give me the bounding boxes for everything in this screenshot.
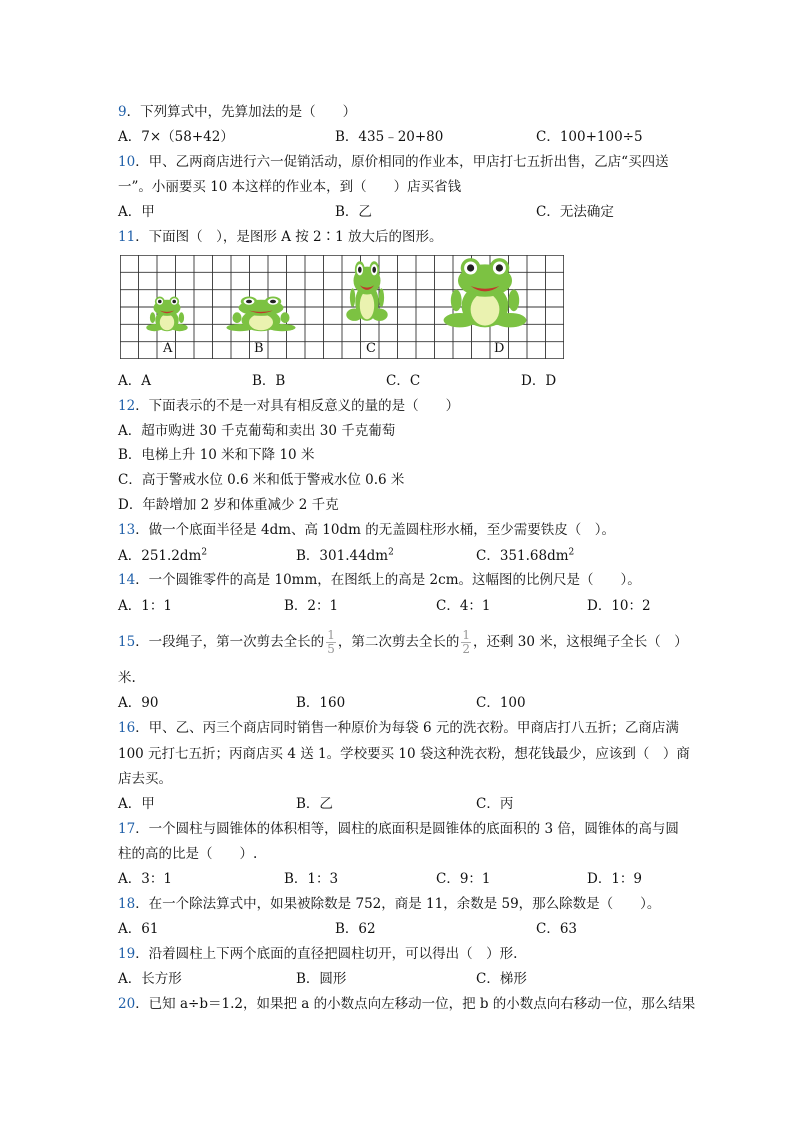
question-13 [118,521,615,539]
question-number: 10 [118,154,136,170]
question-text: ．甲、乙、丙三个商店同时销售一种原价为每袋 6 元的洗衣粉。甲商店打八五折；乙商店满 [135,720,679,736]
question-9 [118,103,356,121]
option-a[interactable]: A．甲 [118,204,155,220]
option-c[interactable]: C．4：1 [436,598,491,614]
question-12 [118,397,459,415]
figure-label-d: D [494,341,505,356]
option-c[interactable] [476,547,574,565]
option-text: B．301.44dm [296,548,389,564]
question-number: 20 [118,996,136,1012]
option-a[interactable]: A．超市购进 30 千克葡萄和卖出 30 千克葡萄 [118,423,396,439]
option-b[interactable]: B．1：3 [284,871,339,887]
option-text: A．251.2dm [118,548,202,564]
question-15 [118,627,688,657]
option-a[interactable]: A．90 [118,695,159,711]
question-text-part-1: ．一段绳子，第一次剪去全长的 [135,634,325,650]
question-16-line-2: 100 元打七五折；丙商店买 4 送 1。学校要买 10 袋这种洗衣粉，想花钱最少，应该到（ ）商 [118,746,690,762]
question-17-line-2: 柱的高的比是（ ）. [118,846,258,862]
option-c[interactable]: C．9：1 [436,871,491,887]
option-d[interactable]: D．年龄增加 2 岁和体重减少 2 千克 [118,497,339,513]
figure-label-c: C [366,341,376,356]
question-text: ．一个圆锥零件的高是 10mm，在图纸上的高是 2cm。这幅图的比例尺是（ ）。 [135,572,641,588]
option-c[interactable]: C．高于警戒水位 0.6 米和低于警戒水位 0.6 米 [118,472,405,488]
option-a[interactable]: A．3：1 [118,871,172,887]
option-a[interactable] [118,547,207,565]
frog-b-image [227,297,296,332]
question-15-line-2: 米. [118,670,136,686]
option-b[interactable]: B．乙 [335,204,372,220]
exponent: 2 [568,547,575,558]
option-c[interactable]: C．63 [536,921,578,937]
frog-d-image [444,258,527,327]
question-text-part-2: ，第二次剪去全长的 [337,634,460,650]
question-number: 12 [118,398,136,414]
question-19 [118,945,517,963]
question-number: 14 [118,572,136,588]
option-a[interactable]: A．1：1 [118,598,172,614]
option-c[interactable]: C．100 [476,695,526,711]
fraction-numerator: 1 [462,628,470,642]
option-c[interactable]: C．丙 [476,796,514,812]
fraction-denominator: 2 [462,642,470,656]
option-text: C．351.68dm [476,548,569,564]
question-text: ．沿着圆柱上下两个底面的直径把圆柱切开，可以得出（ ）形. [135,946,518,962]
question-number: 17 [118,821,136,837]
question-text: ．已知 a÷b＝1.2，如果把 a 的小数点向左移动一位，把 b 的小数点向右移动一位，那么结果 [135,996,696,1012]
question-text-part-3: ，还剩 30 米，这根绳子全长（ ） [472,634,688,650]
figure-label-a: A [163,341,173,356]
option-d[interactable]: D．D [521,373,557,389]
question-number: 19 [118,946,136,962]
frog-c-image [346,261,387,321]
fraction-one-fifth [326,629,336,656]
option-b[interactable]: B．2：1 [284,598,339,614]
question-number: 9 [118,104,127,120]
option-a[interactable]: A．甲 [118,796,155,812]
option-c[interactable]: C．无法确定 [536,204,614,220]
question-17 [118,820,679,838]
option-a[interactable]: A．61 [118,921,159,937]
option-b[interactable]: B．电梯上升 10 米和下降 10 米 [118,447,315,463]
fraction-one-half [461,629,471,656]
option-c[interactable]: C．C [386,373,421,389]
option-b[interactable]: B．435﹣20+80 [335,129,444,145]
option-a[interactable]: A．7×（58+42） [118,129,234,145]
question-number: 18 [118,896,136,912]
frog-grid-figure [120,255,564,359]
exponent: 2 [388,547,394,558]
question-10 [118,153,669,171]
figure-label-b: B [254,341,264,356]
fraction-denominator: 5 [327,642,335,656]
option-d[interactable]: D．1：9 [587,871,643,887]
option-c[interactable]: C．梯形 [476,971,527,987]
question-text: ．甲、乙两商店进行六一促销活动，原价相同的作业本，甲店打七五折出售，乙店“买四送 [135,154,669,170]
question-16-line-3: 店去买。 [118,771,172,787]
question-20 [118,995,695,1013]
option-b[interactable]: B．B [252,373,286,389]
question-number: 11 [118,229,136,245]
option-c[interactable]: C．100+100÷5 [536,129,643,145]
question-text: ．一个圆柱与圆锥体的体积相等，圆柱的底面积是圆锥体的底面积的 3 倍，圆锥体的高与圆 [135,821,679,837]
question-text: ．下列算式中，先算加法的是（ ） [126,104,357,120]
option-d[interactable]: D．10：2 [587,598,651,614]
question-14 [118,571,641,589]
option-a[interactable]: A．长方形 [118,971,182,987]
question-number: 13 [118,522,136,538]
fraction-numerator: 1 [327,628,335,642]
option-b[interactable] [296,547,394,565]
question-text: ．在一个除法算式中，如果被除数是 752，商是 11，余数是 59，那么除数是（ ）。 [135,896,661,912]
question-18 [118,895,660,913]
question-text: ．下面图（ ），是图形 A 按 2∶1 放大后的图形。 [135,229,443,245]
question-16 [118,719,679,737]
question-text: ．做一个底面半径是 4dm、高 10dm 的无盖圆柱形水桶，至少需要铁皮（ ）。 [135,522,615,538]
option-b[interactable]: B．乙 [296,796,333,812]
frog-a-image [146,297,187,332]
question-text: ．下面表示的不是一对具有相反意义的量的是（ ） [135,398,460,414]
option-b[interactable]: B．圆形 [296,971,347,987]
question-number: 16 [118,720,136,736]
exponent: 2 [201,547,208,558]
option-a[interactable]: A．A [118,373,151,389]
option-b[interactable]: B．62 [335,921,376,937]
question-11 [118,228,443,246]
question-number: 15 [118,634,136,650]
option-b[interactable]: B．160 [296,695,346,711]
question-10-line-2: 一”。小丽要买 10 本这样的作业本，到（ ）店买省钱 [118,179,462,195]
